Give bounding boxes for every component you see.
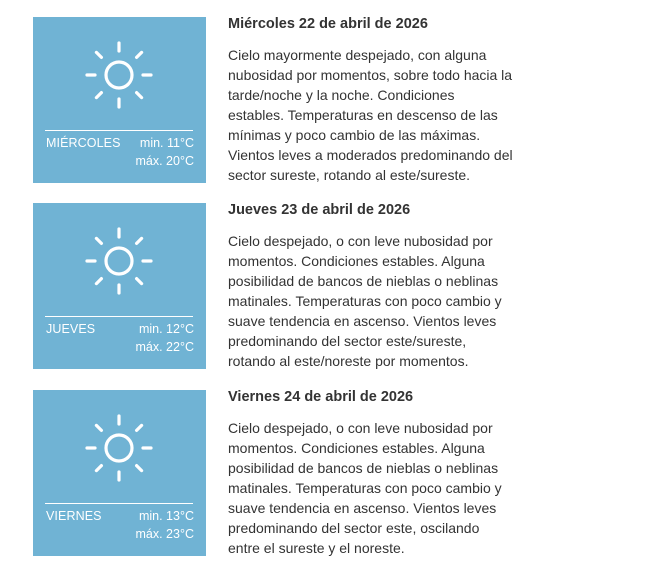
day-name: JUEVES: [46, 322, 96, 336]
card-divider: [45, 503, 193, 504]
weather-card: [33, 390, 206, 556]
forecast-description: Cielo despejado, o con leve nubosidad por momentos. Condiciones estables. Alguna posibilidad de bancos de nieblas o neblinas matinales. Temperaturas con poco cambio y suave tendencia en ascenso. Vientos leves predominando del sector este/sureste, rotando al este/noreste por momentos.: [228, 233, 502, 369]
min-temperature: min. 13°C: [138, 509, 194, 523]
min-temperature: min. 12°C: [138, 322, 194, 336]
forecast-description: Cielo mayormente despejado, con alguna nubosidad por momentos, sobre todo hacia la tarde/noche y la noche. Condiciones estables. Temperaturas en descenso de las mínimas y poco cambio de las máximas. Vientos leves a moderados predominando del sector sureste, rotando al este/sureste.: [228, 47, 513, 183]
card-divider: [45, 130, 193, 131]
card-divider: [45, 316, 193, 317]
day-name: MIÉRCOLES: [46, 136, 121, 150]
weather-card: [33, 203, 206, 369]
date-heading: Viernes 24 de abril de 2026: [228, 389, 414, 405]
date-heading: Jueves 23 de abril de 2026: [228, 202, 411, 218]
max-temperature: máx. 22°C: [135, 340, 194, 354]
sun-icon: [83, 412, 155, 484]
sun-icon: [83, 225, 155, 297]
max-temperature: máx. 23°C: [135, 527, 194, 541]
max-temperature: máx. 20°C: [135, 154, 194, 168]
forecast-description: Cielo despejado, o con leve nubosidad por momentos. Condiciones estables. Alguna posibilidad de bancos de nieblas o neblinas matinales. Temperaturas con poco cambio y suave tendencia en ascenso. Vientos leves predominando del sector este, oscilando entre el sureste y el noreste.: [228, 420, 502, 556]
sun-icon: [83, 39, 155, 111]
weather-card: [33, 17, 206, 183]
day-name: VIERNES: [46, 509, 102, 523]
date-heading: Miércoles 22 de abril de 2026: [228, 16, 428, 32]
min-temperature: min. 11°C: [139, 136, 194, 150]
